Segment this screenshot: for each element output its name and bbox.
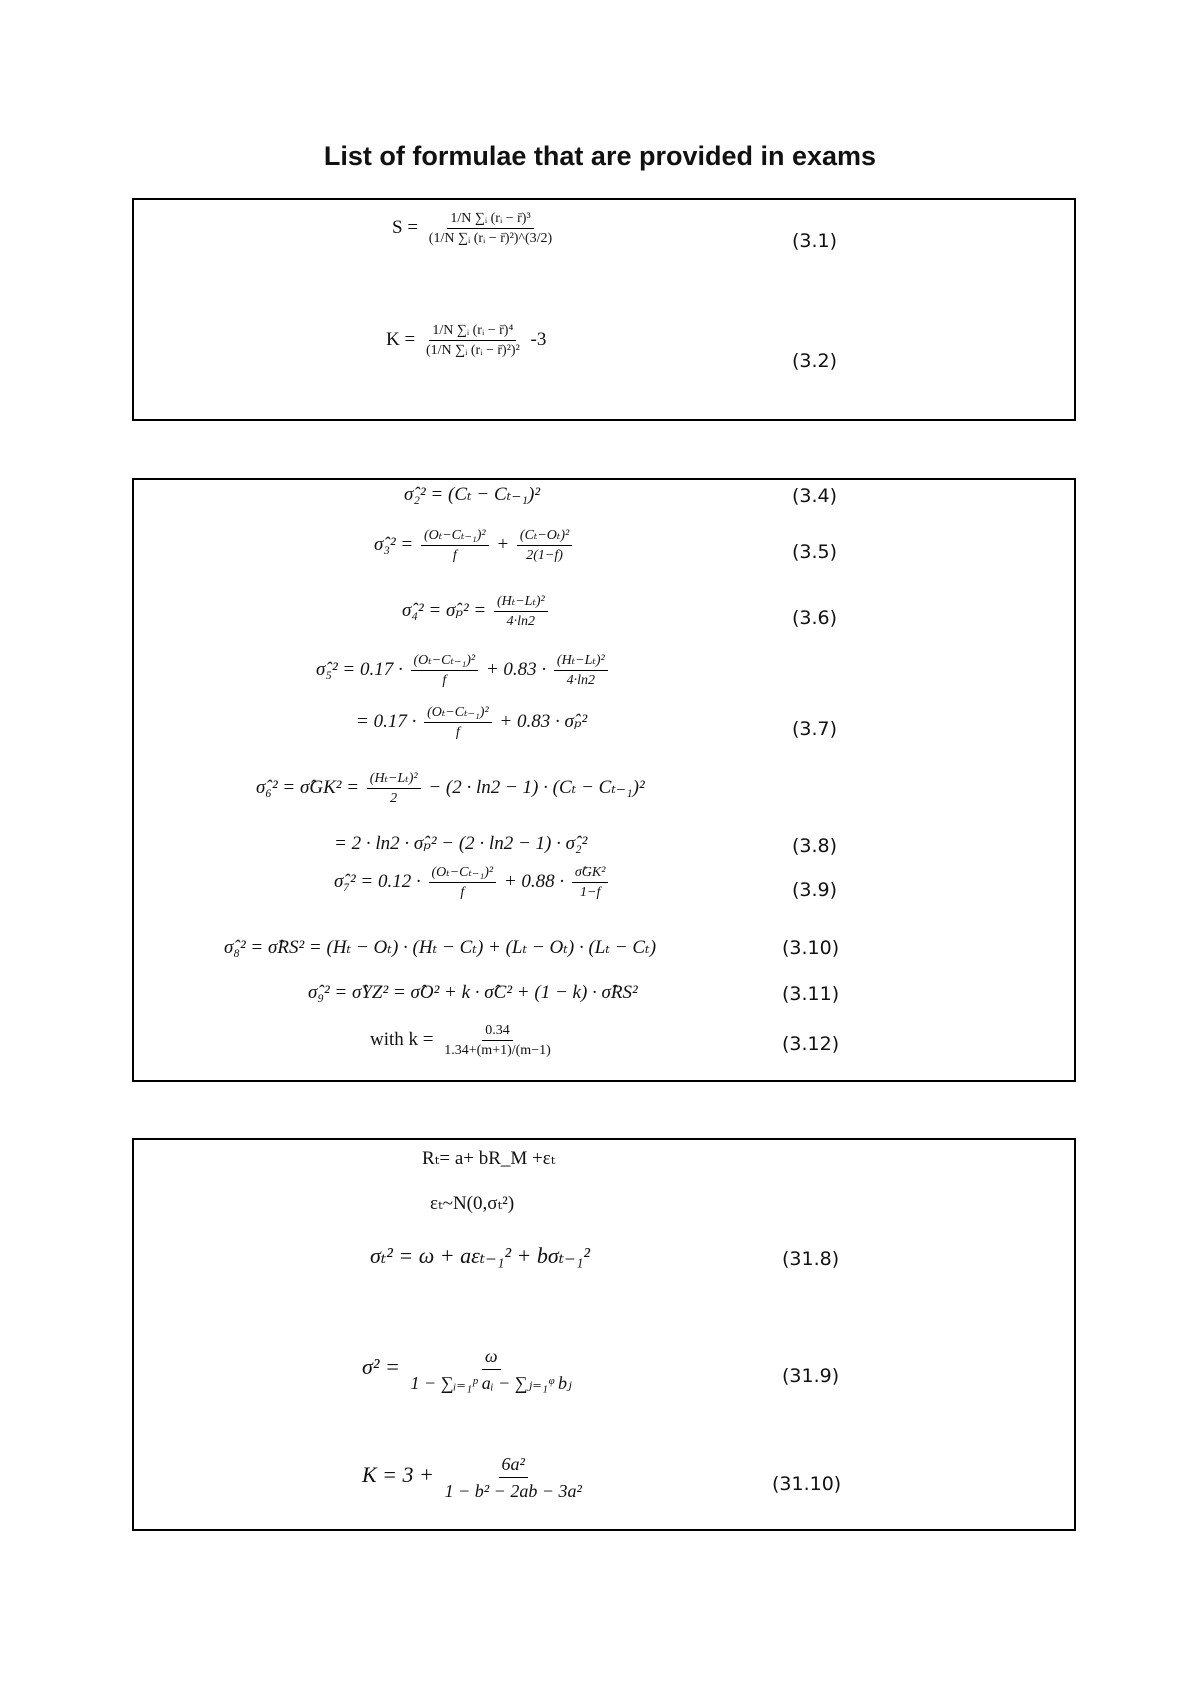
eq-label-3-2: (3.2)	[792, 350, 838, 372]
eq-label-3-10: (3.10)	[782, 937, 840, 959]
formula-3-10: σ̂₈² = σ̂RS² = (Hₜ − Oₜ) · (Hₜ − Cₜ) + (Lₜ − Oₜ) · (Lₜ − Cₜ)	[224, 937, 657, 958]
formula-3-1: S = $\frac{\text{1/N ∑ᵢ (rᵢ − r̄)³}}{\text{(1/N ∑ᵢ (rᵢ − r̄)²)\textasciicircum{}(3/2)}}$	[392, 211, 553, 246]
eq-label-31-10: (31.10)	[772, 1473, 842, 1495]
formula-31-9: σ² = $\frac{\omega}{\text{1 − ∑ᵢ₌₁ᵖ aᵢ − ∑ⱼ₌₁ᵠ bⱼ}}$	[362, 1346, 572, 1393]
formula-3-2: K = $\frac{\text{1/N ∑ᵢ (rᵢ − r̄)⁴}}{\text{(1/N ∑ᵢ (rᵢ − r̄)²)²}}$ -3	[386, 323, 547, 358]
page-title: List of formulae that are provided in exams	[323, 141, 877, 171]
formula-3-4: σ̂₂² = (Cₜ − Cₜ₋₁)²	[404, 484, 541, 505]
formula-3-8-line1: σ̂₆² = σ̂GK² = $\frac{\text{(Hₜ−Lₜ)²}}{2}$ − (2 · ln2 − 1) · (Cₜ − Cₜ₋₁)²	[256, 771, 645, 806]
eq-label-3-12: (3.12)	[782, 1033, 840, 1055]
formula-market-model: Rₜ= a+ bR_M +εₜ	[422, 1148, 556, 1169]
formula-3-8-line2: = 2 · ln2 · σ̂ₚ² − (2 · ln2 − 1) · σ̂₂²	[334, 833, 588, 854]
formula-3-5: σ̂₃² = $\frac{\text{(Oₜ−Cₜ₋₁)²}}{f}$ + $\frac{\text{(Cₜ−Oₜ)²}}{2(1-f)}$	[374, 527, 575, 564]
formula-31-8: σₜ² = ω + aεₜ₋₁² + bσₜ₋₁²	[370, 1243, 591, 1268]
formula-3-7-line1: σ̂₅² = 0.17 · $\frac{\text{(Oₜ−Cₜ₋₁)²}}{f}$ + 0.83 · $\frac{\text{(Hₜ−Lₜ)²}}{4\cdot\ln 2}$	[316, 652, 611, 689]
formula-31-10: K = 3 + $\frac{\text{6a²}}{\text{1 − b² − 2ab − 3a²}}$	[362, 1454, 582, 1501]
eq-label-3-8: (3.8)	[792, 835, 838, 857]
formula-3-11: σ̂₉² = σ̂YZ² = σ̂O² + k · σ̂C² + (1 − k) · σ̂RS²	[308, 982, 638, 1003]
formula-box-volatility	[132, 478, 1076, 1082]
eq-label-3-4: (3.4)	[792, 485, 838, 507]
formula-3-7-line2: = 0.17 · $\frac{\text{(Oₜ−Cₜ₋₁)²}}{f}$ + 0.83 · σ̂ₚ²	[356, 705, 588, 740]
formula-error-dist: εₜ~N(0,σₜ²)	[430, 1193, 515, 1214]
formula-3-6: σ̂₄² = σ̂ₚ² = $\frac{\text{(Hₜ−Lₜ)²}}{4\cdot\ln 2}$	[402, 593, 551, 630]
eq-label-3-5: (3.5)	[792, 541, 838, 563]
eq-label-3-9: (3.9)	[792, 879, 838, 901]
eq-label-3-7: (3.7)	[792, 718, 838, 740]
eq-label-31-9: (31.9)	[782, 1365, 840, 1387]
formula-box-garch	[132, 1138, 1076, 1531]
eq-label-3-11: (3.11)	[782, 983, 840, 1005]
formula-box-skew-kurt	[132, 198, 1076, 421]
eq-label-3-6: (3.6)	[792, 607, 838, 629]
formula-3-9: σ̂₇² = 0.12 · $\frac{\text{(Oₜ−Cₜ₋₁)²}}{f}$ + 0.88 · $\frac{\text{σ̂GK²}}{1-f}$	[334, 864, 611, 901]
eq-label-3-1: (3.1)	[792, 230, 838, 252]
formula-3-12: with k = $\frac{0.34}{1.34+(m+1)/(m-1)}$	[370, 1023, 551, 1058]
eq-label-31-8: (31.8)	[782, 1248, 840, 1270]
